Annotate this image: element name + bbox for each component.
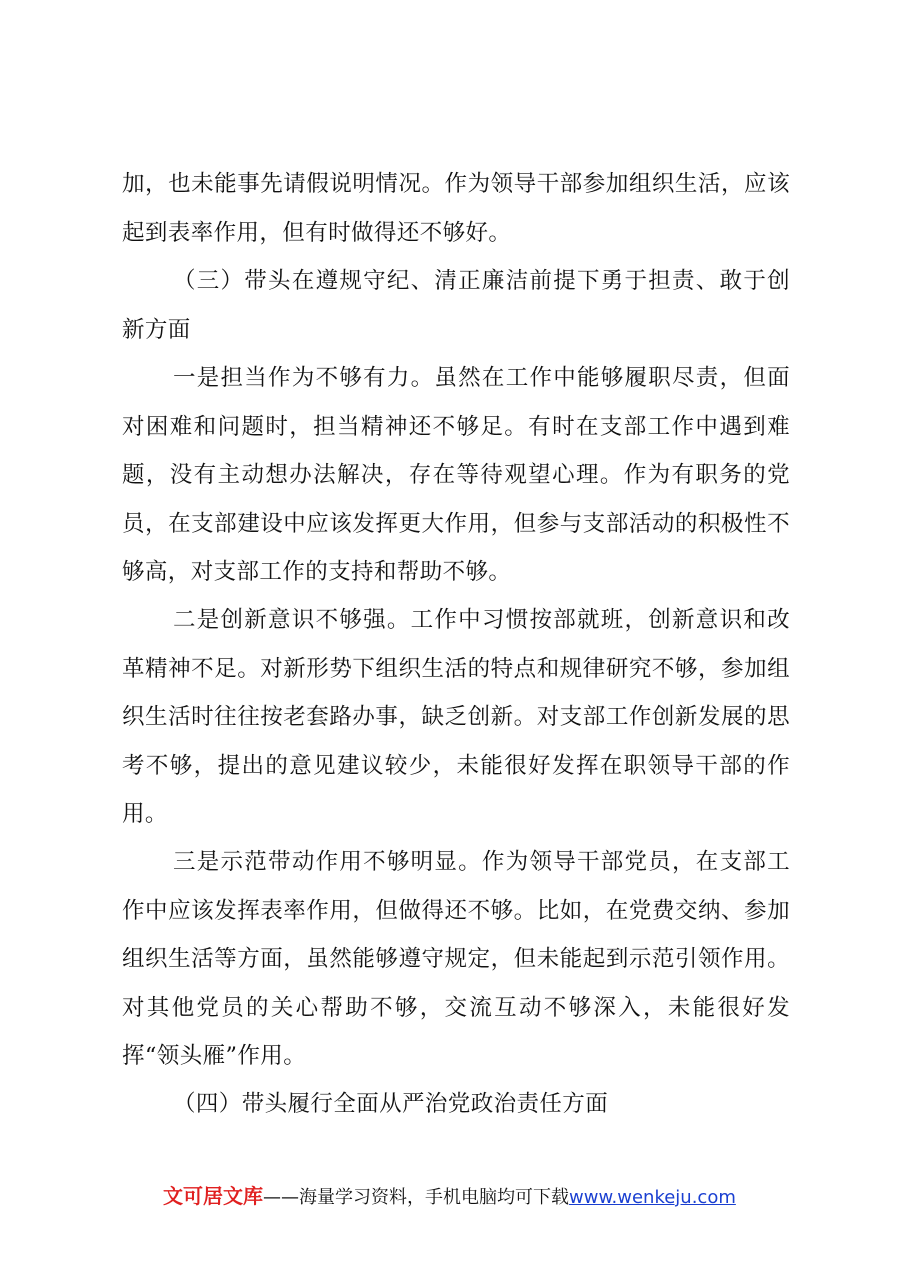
footer-tagline: ——海量学习资料，手机电脑均可下载: [263, 1187, 569, 1208]
brand-name: 文可居文库: [163, 1184, 263, 1208]
paragraph-continuation: 加，也未能事先请假说明情况。作为领导干部参加组织生活，应该起到表率作用，但有时做得还不够好。: [122, 171, 790, 246]
paragraph-2: 二是创新意识不够强。工作中习惯按部就班，创新意识和改革精神不足。对新形势下组织生活的特点和规律研究不够，参加组织生活时往往按老套路办事，缺乏创新。对支部工作创新发展的思考不够，提出的意见建议较少，未能很好发挥在职领导干部的作用。: [122, 607, 790, 827]
website-link[interactable]: www.wenkeju.com: [569, 1187, 736, 1208]
section-heading-4: （四）带头履行全面从严治党政治责任方面: [173, 1091, 609, 1117]
paragraph-1: 一是担当作为不够有力。虽然在工作中能够履职尽责，但面对困难和问题时，担当精神还不够足。有时在支部工作中遇到难题，没有主动想办法解决，存在等待观望心理。作为有职务的党员，在支部建设中应该发挥更大作用，但参与支部活动的积极性不够高，对支部工作的支持和帮助不够。: [122, 365, 790, 585]
section-heading-3: （三）带头在遵规守纪、清正廉洁前提下勇于担责、敢于创新方面: [122, 268, 790, 343]
paragraph-3: 三是示范带动作用不够明显。作为领导干部党员，在支部工作中应该发挥表率作用，但做得还不够。比如，在党费交纳、参加组织生活等方面，虽然能够遵守规定，但未能起到示范引领作用。对其他党员的关心帮助不够，交流互动不够深入，未能很好发挥“领头雁”作用。: [122, 849, 790, 1069]
footer-banner: [163, 1182, 736, 1210]
